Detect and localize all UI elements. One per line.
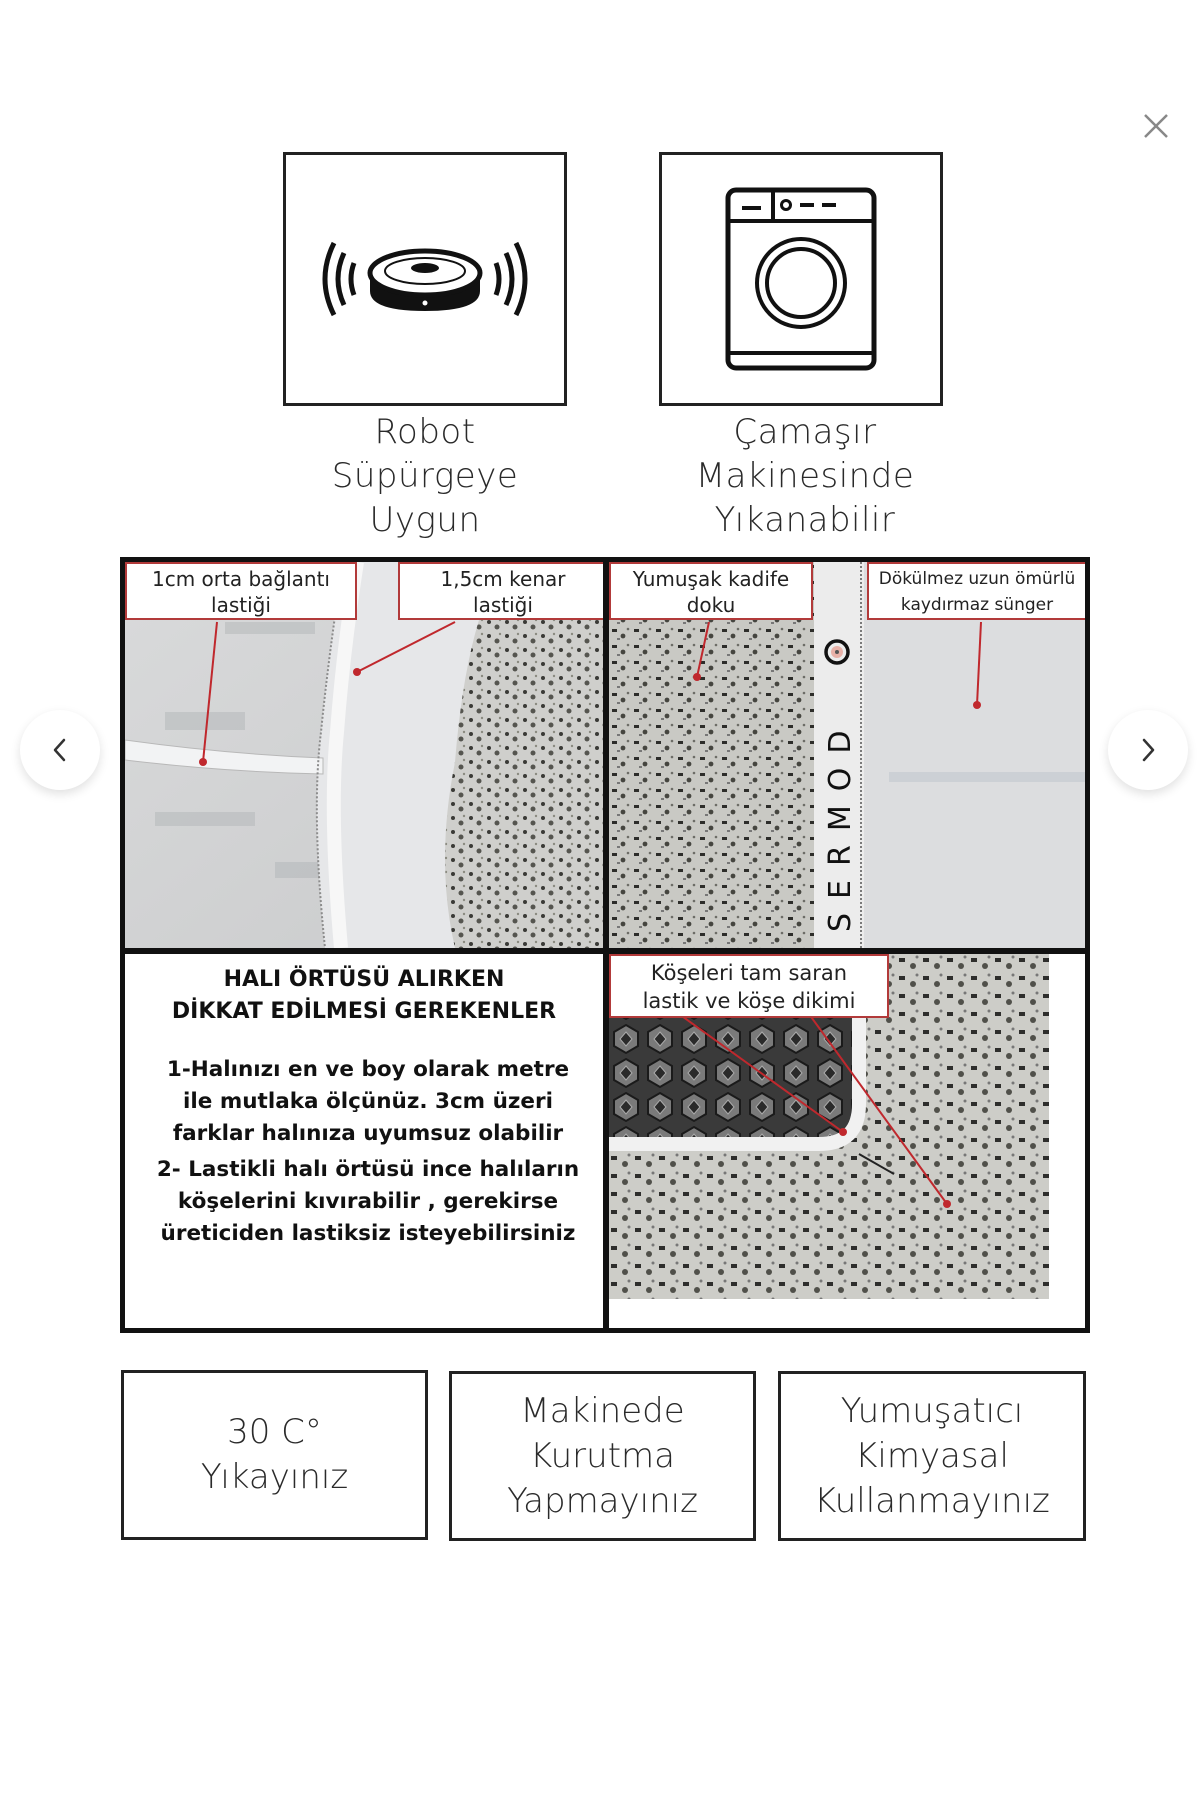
care-line: Yumuşatıcı — [840, 1390, 1024, 1431]
robot-vacuum-feature-box — [283, 152, 567, 406]
callout-line: lastiği — [211, 593, 271, 617]
care-line: Kurutma — [530, 1435, 675, 1476]
grid-horizontal-divider — [125, 948, 1085, 954]
label-line: Uygun — [369, 500, 481, 540]
care-wash-temperature — [121, 1370, 428, 1540]
callout-nonslip-sponge — [867, 562, 1085, 620]
washing-machine-label — [645, 410, 965, 542]
care-no-softener — [778, 1371, 1086, 1541]
callout-line: lastiği — [473, 593, 533, 617]
notes-title — [125, 964, 603, 1028]
close-button[interactable] — [1136, 106, 1176, 146]
notes-body — [133, 1054, 603, 1250]
elastic-detail-photo — [125, 562, 603, 948]
washing-machine-icon — [662, 155, 940, 403]
product-detail-grid — [120, 557, 1090, 1333]
care-no-tumble-dry — [449, 1371, 756, 1541]
chevron-right-icon — [1136, 735, 1160, 765]
care-line: 30 C° — [227, 1412, 322, 1452]
callout-line: Dökülmez uzun ömürlü — [878, 569, 1076, 589]
label-line: Yıkanabilir — [714, 500, 896, 540]
note-item — [133, 1154, 603, 1250]
notes-title-line: HALI ÖRTÜSÜ ALIRKEN — [223, 967, 505, 992]
callout-velvet-texture — [609, 562, 813, 620]
care-line: Yapmayınız — [507, 1480, 698, 1521]
previous-image-button[interactable] — [20, 710, 100, 790]
callout-line: lastik ve köşe dikimi — [642, 989, 856, 1013]
note-line: üreticiden lastiksiz isteyebilirsiniz — [160, 1221, 576, 1246]
callout-line: kaydırmaz sünger — [900, 595, 1054, 615]
grid-vertical-divider — [603, 562, 609, 1328]
callout-line: doku — [686, 593, 736, 617]
note-line: köşelerini kıvırabilir , gerekirse — [177, 1189, 559, 1214]
callout-line: 1,5cm kenar — [440, 567, 566, 591]
label-line: Makinesinde — [695, 456, 915, 496]
callout-corner-stitch — [609, 954, 889, 1018]
label-line: Süpürgeye — [331, 456, 519, 496]
callout-middle-elastic — [125, 562, 357, 620]
callout-line: Yumuşak kadife — [632, 567, 790, 591]
care-line: Makinede — [520, 1390, 685, 1431]
robot-vacuum-label — [270, 410, 580, 542]
note-line: 1-Halınızı en ve boy olarak metre — [166, 1057, 570, 1082]
note-line: 2- Lastikli halı örtüsü ince halıların — [156, 1157, 580, 1182]
velvet-and-sponge-photo — [609, 562, 1085, 948]
note-line: ile mutlaka ölçünüz. 3cm üzeri — [183, 1089, 553, 1114]
care-line: Yıkayınız — [200, 1457, 349, 1497]
brand-label: SERMOD — [823, 716, 858, 932]
note-line: farklar halınıza uyumsuz olabilir — [172, 1121, 564, 1146]
robot-vacuum-icon — [286, 155, 564, 403]
washing-machine-feature-box — [659, 152, 943, 406]
care-line: Kimyasal — [855, 1435, 1009, 1476]
purchase-notes — [125, 954, 603, 1328]
callout-line: 1cm orta bağlantı — [151, 567, 330, 591]
corner-stitch-photo — [609, 954, 1085, 1328]
notes-title-line: DİKKAT EDİLMESİ GEREKENLER — [171, 999, 557, 1024]
callout-edge-elastic — [398, 562, 603, 620]
label-line: Çamaşır — [733, 412, 877, 452]
note-item — [133, 1054, 603, 1150]
close-icon — [1136, 106, 1176, 146]
chevron-left-icon — [48, 735, 72, 765]
label-line: Robot — [374, 412, 476, 452]
next-image-button[interactable] — [1108, 710, 1188, 790]
care-line: Kullanmayınız — [814, 1480, 1050, 1521]
callout-line: Köşeleri tam saran — [650, 961, 848, 985]
